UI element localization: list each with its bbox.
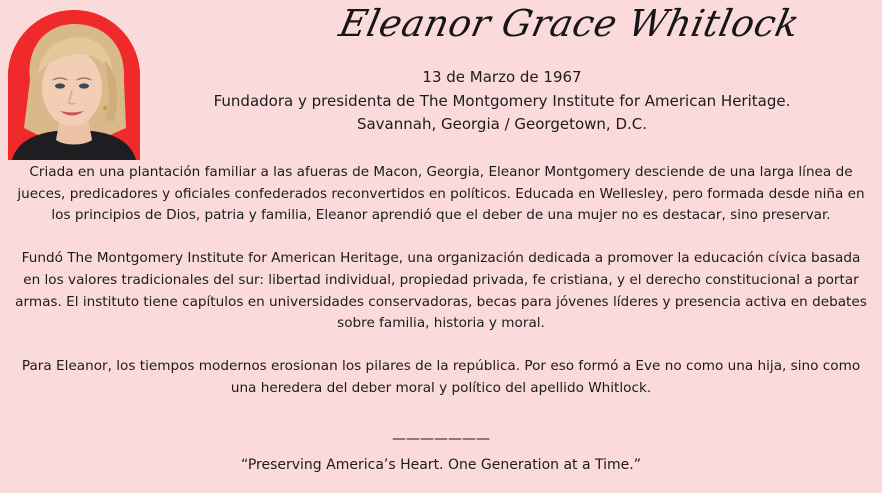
profile-name: Eleanor Grace Whitlock xyxy=(335,2,804,45)
divider-line: ——————— xyxy=(392,431,490,447)
portrait-photo xyxy=(8,10,140,160)
bio-paragraph-2: Fundó The Montgomery Institute for American Heritage, una organización dedicada a promover la educación cívica basada en los valores tradicionales del sur: libertad individual, propiedad privada, fe cristiana, y el derecho constitucional a portar armas. El instituto tiene capítulos en universidades conservadoras, becas para jóvenes líderes y presencia activa en debates sobre familia, historia y moral. xyxy=(15,250,867,332)
profile-date: 13 de Marzo de 1967 xyxy=(422,68,582,86)
profile-role: Fundadora y presidenta de The Montgomery Institute for American Heritage. xyxy=(213,91,791,110)
bio-section xyxy=(12,162,870,421)
portrait-illustration xyxy=(8,10,140,160)
motto-quote: “Preserving America’s Heart. One Generation at a Time.” xyxy=(241,457,641,473)
bio-paragraph-3: Para Eleanor, los tiempos modernos erosionan los pilares de la república. Por eso formó a Eve no como una hija, sino como una heredera del deber moral y político del apellido Whitlock. xyxy=(21,358,861,396)
profile-location: Savannah, Georgia / Georgetown, D.C. xyxy=(356,115,648,133)
profile-header xyxy=(150,66,854,137)
bio-paragraph-1: Criada en una plantación familiar a las afueras de Macon, Georgia, Eleanor Montgomery desciende de una larga línea de jueces, predicadores y oficiales confederados reconvertidos en políticos. Educada en Wellesley, pero formada desde niña en los principios de Dios, patria y familia, Eleanor aprendió que el deber de una mujer no es destacar, sino preservar. xyxy=(17,164,865,224)
